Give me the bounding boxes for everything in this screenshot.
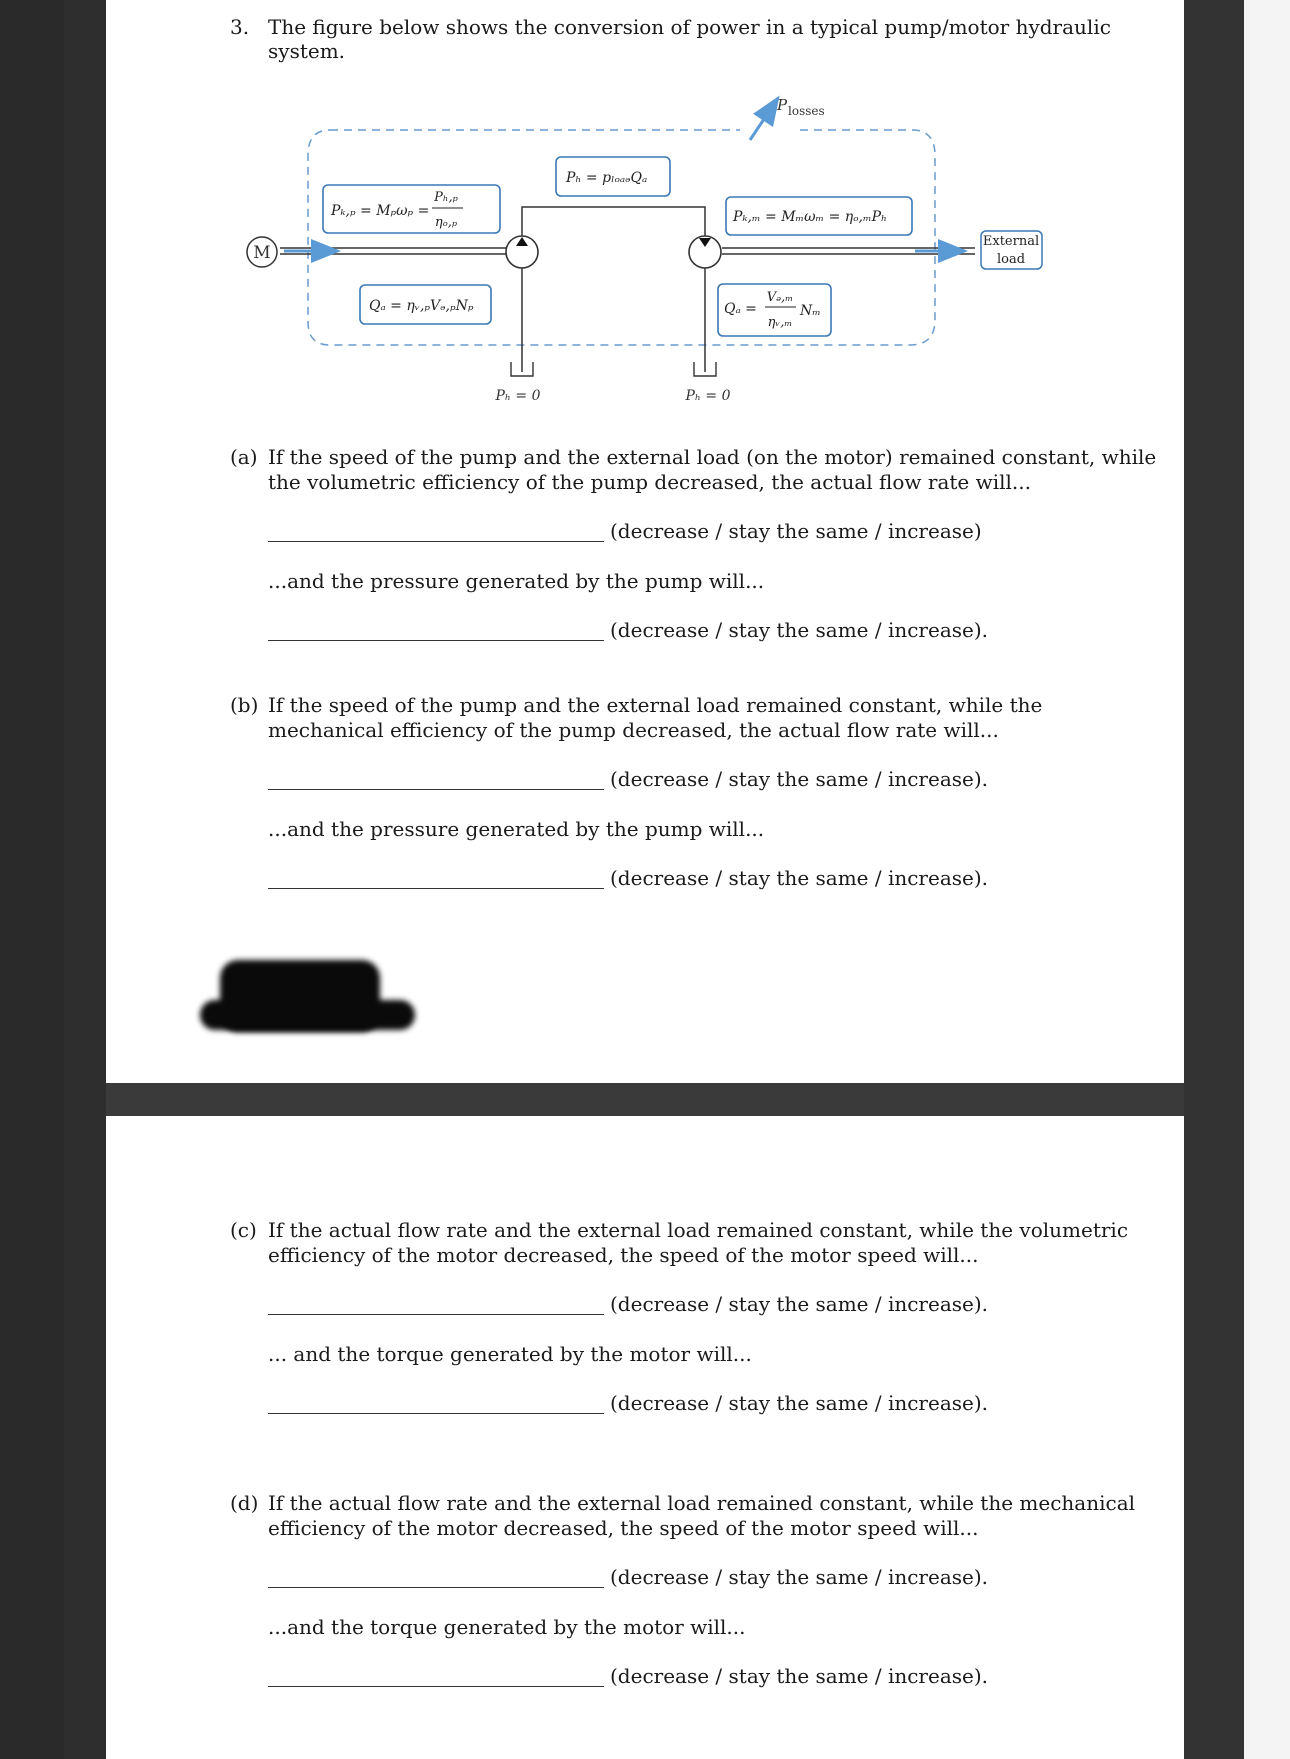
external-load-line1: External — [982, 234, 1040, 249]
part-c-options2: (decrease / stay the same / increase). — [610, 1391, 989, 1415]
part-a-options2: (decrease / stay the same / increase). — [610, 618, 989, 642]
pump-power-frac-num: Pₕ,ₚ — [434, 190, 458, 205]
hydraulic-power-eq: Pₕ = pₗₒₐₔQₐ — [566, 170, 648, 186]
page-gap — [106, 1083, 1184, 1116]
part-b-options2: (decrease / stay the same / increase). — [610, 866, 989, 890]
part-a-line2: the volumetric efficiency of the pump decreased, the actual flow rate will... — [268, 470, 1031, 494]
part-c-line2: efficiency of the motor decreased, the speed of the motor speed will... — [268, 1243, 979, 1267]
part-b-letter: (b) — [230, 693, 259, 717]
tank-right-label: Pₕ = 0 — [685, 388, 731, 404]
part-a-options1: (decrease / stay the same / increase) — [610, 519, 982, 543]
tank-left-label: Pₕ = 0 — [495, 388, 541, 404]
motor-flow-frac-den: ηᵥ,ₘ — [767, 315, 793, 330]
part-b-line2: mechanical efficiency of the pump decreased, the actual flow rate will... — [268, 718, 999, 742]
motor-flow-frac-num: Vₔ,ₘ — [766, 290, 794, 305]
part-b-line1: If the speed of the pump and the external load remained constant, while the — [268, 693, 1043, 717]
part-a-line1: If the speed of the pump and the external load (on the motor) remained constant, while — [268, 445, 1157, 469]
pump-power-frac-den: ηₒ,ₚ — [434, 215, 458, 230]
part-b-followup: ...and the pressure generated by the pump will... — [268, 817, 765, 841]
redaction-mark-tail — [200, 1000, 415, 1030]
part-a-answer2-blank[interactable] — [268, 640, 604, 641]
question-intro-line2: system. — [268, 39, 346, 63]
part-c-answer1-blank[interactable] — [268, 1314, 604, 1315]
document-page-2 — [106, 1116, 1184, 1759]
question-intro-line1: The figure below shows the conversion of power in a typical pump/motor hydraulic — [268, 15, 1111, 39]
motor-symbol: M — [253, 243, 271, 263]
part-d-line2: efficiency of the motor decreased, the speed of the motor speed will... — [268, 1516, 979, 1540]
part-c-letter: (c) — [230, 1218, 257, 1242]
part-d-answer2-blank[interactable] — [268, 1686, 604, 1687]
pressure-line — [522, 207, 705, 236]
losses-label: P — [777, 96, 788, 114]
part-a-answer1-blank[interactable] — [268, 541, 604, 542]
part-b-options1: (decrease / stay the same / increase). — [610, 767, 989, 791]
part-b-answer1-blank[interactable] — [268, 789, 604, 790]
pump-flow-eq: Qₐ = ηᵥ,ₚVₔ,ₚNₚ — [369, 298, 474, 314]
losses-arrow — [750, 98, 778, 140]
external-load-line2: load — [996, 252, 1026, 267]
part-c-options1: (decrease / stay the same / increase). — [610, 1292, 989, 1316]
motor-flow-eq-rhs: Nₘ — [800, 303, 821, 319]
part-d-options2: (decrease / stay the same / increase). — [610, 1664, 989, 1688]
part-c-followup: ... and the torque generated by the motor will... — [268, 1342, 752, 1366]
motor-power-eq: Pₖ,ₘ = Mₘωₘ = ηₒ,ₘPₕ — [733, 209, 888, 225]
motor-flow-eq-lhs: Qₐ = — [724, 301, 757, 317]
part-c-line1: If the actual flow rate and the external load remained constant, while the volumetric — [268, 1218, 1129, 1242]
part-a-letter: (a) — [230, 445, 258, 469]
part-d-options1: (decrease / stay the same / increase). — [610, 1565, 989, 1589]
part-d-answer1-blank[interactable] — [268, 1587, 604, 1588]
part-b-answer2-blank[interactable] — [268, 888, 604, 889]
question-number: 3. — [230, 15, 250, 39]
losses-sub: losses — [788, 104, 825, 118]
part-d-letter: (d) — [230, 1491, 259, 1515]
part-d-followup: ...and the torque generated by the motor will... — [268, 1615, 746, 1639]
part-c-answer2-blank[interactable] — [268, 1413, 604, 1414]
part-a-followup: ...and the pressure generated by the pump will... — [268, 569, 765, 593]
hydraulic-system-figure — [0, 0, 1290, 420]
part-d-line1: If the actual flow rate and the external load remained constant, while the mechanical — [268, 1491, 1136, 1515]
pump-power-eq: Pₖ,ₚ = Mₚωₚ = — [331, 203, 430, 219]
